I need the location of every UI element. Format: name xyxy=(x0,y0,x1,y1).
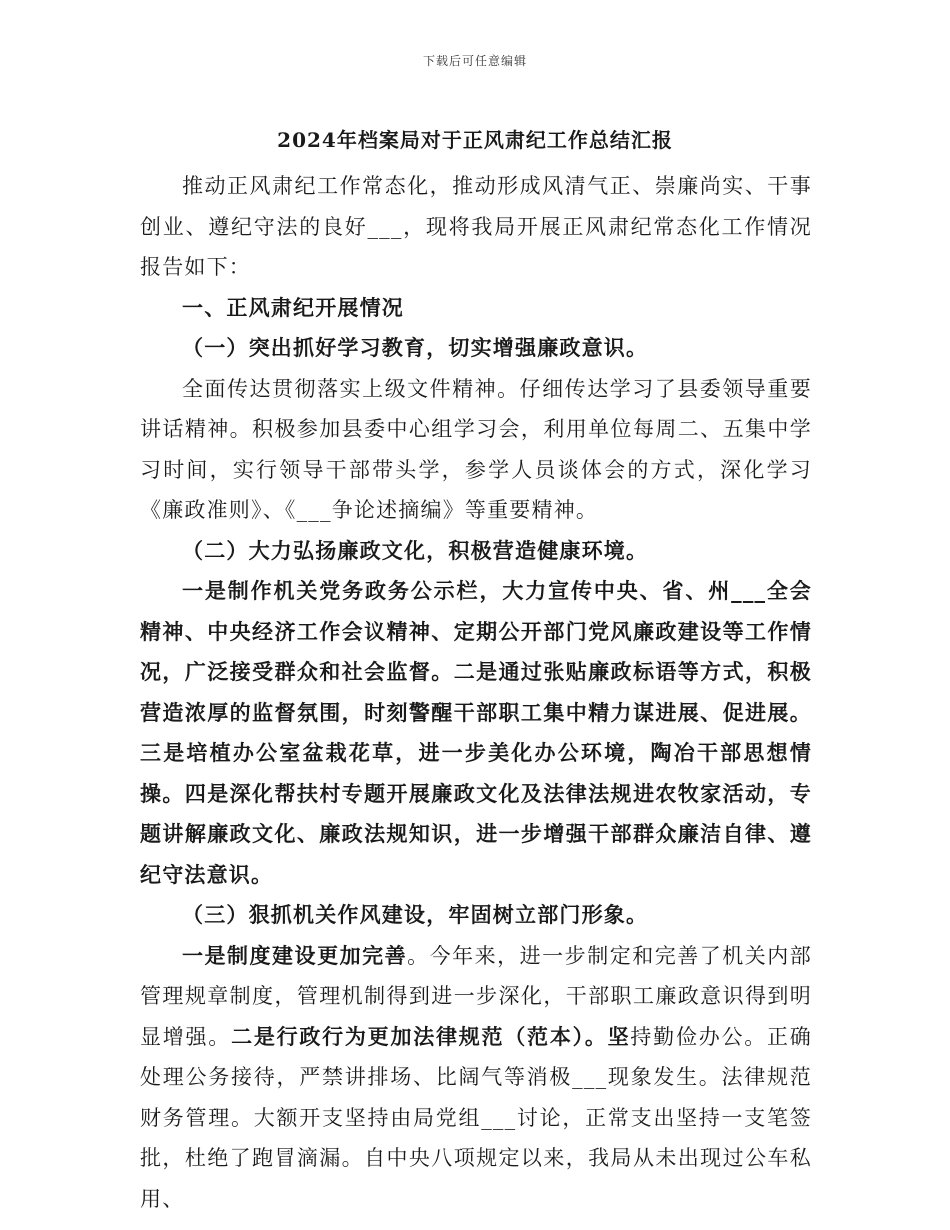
subsection-heading-3: （三）狠抓机关作风建设，牢固树立部门形象。 xyxy=(182,902,649,927)
lead-phrase-1: 一是制度建设更加完善 xyxy=(182,942,408,968)
page-header-note: 下载后可任意编辑 xyxy=(422,54,527,68)
subsection-paragraph-2: 一是制作机关党务政务公示栏，大力宣传中央、省、州___全会精神、中央经济工作会议精神、定期公开部门党风廉政建设等工作情况，广泛接受群众和社会监督。二是通过张贴廉政标语等方式，积极营造浓厚的监督氛围，时刻警醒干部职工集中精力谋进展、促进展。三是培植办公室盆栽花草，进一步美化办公环境，陶冶干部思想情操。四是深化帮扶村专题开展廉政文化及法律法规进农牧家活动，专题讲解廉政文化、廉政法规知识，进一步增强干部群众廉洁自律、遵纪守法意识。 xyxy=(140,578,812,887)
lead-phrase-2: 二是行政行为更加法律规范（范本）。坚 xyxy=(231,1023,631,1049)
paragraph-3-text-1: 。今年来，进一步制定和完善了机关内部管理规章制度，管理机制得到进一步深化，干部职工廉政意识得到明显增强。 xyxy=(140,943,812,1049)
subsection-paragraph-1: 全面传达贯彻落实上级文件精神。仔细传达学习了县委领导重要讲话精神。积极参加县委中心组学习会，利用单位每周二、五集中学习时间，实行领导干部带头学，参学人员谈体会的方式，深化学习《廉政准则》、《___争论述摘编》等重要精神。 xyxy=(140,376,812,522)
document-title: 2024年档案局对于正风肃纪工作总结汇报 xyxy=(277,128,673,152)
section-heading-1: 一、正风肃纪开展情况 xyxy=(182,294,404,320)
document-body xyxy=(140,166,812,1219)
subsection-heading-1: （一）突出抓好学习教育，切实增强廉政意识。 xyxy=(182,335,649,360)
paragraph-3-text-2: 持勤俭办公。正确处理公务接待，严禁讲排场、比阔气等消极___现象发生。法律规范财务管理。大额开支坚持由局党组___讨论，正常支出坚持一支笔签批，杜绝了跑冒滴漏。自中央八项规定以来，我局从未出现过公车私用、 xyxy=(140,1024,812,1211)
intro-paragraph: 推动正风肃纪工作常态化，推动形成风清气正、崇廉尚实、干事创业、遵纪守法的良好___，现将我局开展正风肃纪常态化工作情况报告如下： xyxy=(140,174,812,279)
subsection-paragraph-3 xyxy=(140,936,812,1220)
subsection-heading-2: （二）大力弘扬廉政文化，积极营造健康环境。 xyxy=(182,537,649,563)
